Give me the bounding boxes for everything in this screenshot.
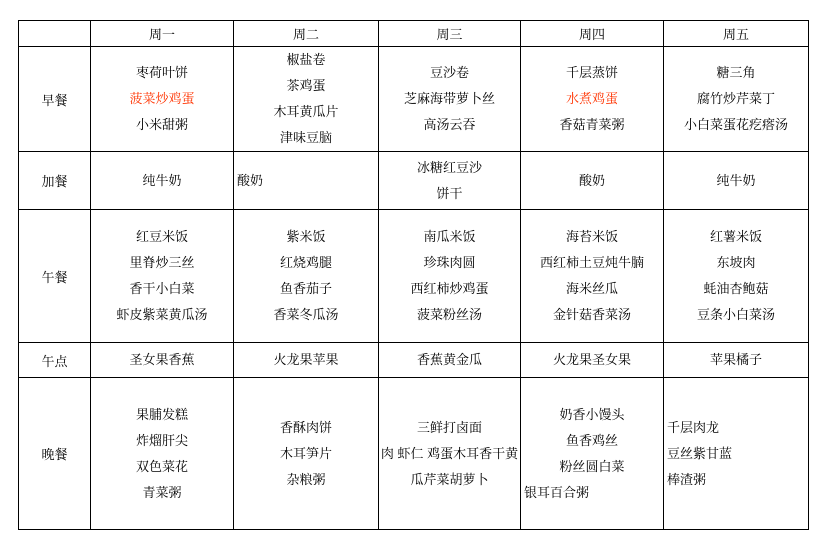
morning-snack-row xyxy=(19,152,809,210)
dish: 红薯米饭 xyxy=(709,229,762,244)
dish: 豆丝紫甘蓝 xyxy=(667,445,733,461)
dish: 茶鸡蛋 xyxy=(286,78,326,93)
dish: 火龙果圣女果 xyxy=(552,352,631,367)
dish: 菠菜粉丝汤 xyxy=(416,307,482,322)
dish: 苹果橘子 xyxy=(709,352,762,367)
dish: 津味豆脑 xyxy=(279,130,332,145)
dish: 青菜粥 xyxy=(142,484,182,500)
cell-dinner-monday xyxy=(91,378,234,530)
dish: 火龙果苹果 xyxy=(273,352,339,367)
cell-lunch-friday xyxy=(664,210,809,343)
column-header-thursday: 周四 xyxy=(521,21,664,47)
dish: 冰糖红豆沙 xyxy=(416,159,482,175)
cell-lunch-wednesday xyxy=(379,210,521,343)
dish: 东坡肉 xyxy=(716,255,756,270)
dish: 酸奶 xyxy=(578,172,605,188)
dish: 豆沙卷 xyxy=(429,65,469,80)
dish: 纯牛奶 xyxy=(142,172,182,188)
dish: 炸熘肝尖 xyxy=(135,432,188,448)
cell-lunch-monday xyxy=(91,210,234,343)
dish: 木耳黄瓜片 xyxy=(273,104,339,119)
cell-breakfast-friday xyxy=(664,47,809,152)
row-label-lunch: 午餐 xyxy=(19,210,91,343)
dish: 芝麻海带萝卜丝 xyxy=(403,91,495,106)
dish: 南瓜米饭 xyxy=(423,229,476,244)
dish: 酸奶 xyxy=(237,172,264,188)
dish: 海苔米饭 xyxy=(565,229,618,244)
cell-afternoon-snack-thursday xyxy=(521,343,664,378)
dish: 糖三角 xyxy=(716,65,756,80)
dish: 鱼香茄子 xyxy=(279,281,332,296)
dish: 菠菜炒鸡蛋 xyxy=(129,91,195,106)
cell-lunch-thursday xyxy=(521,210,664,343)
row-label-afternoon-snack: 午点 xyxy=(19,343,91,378)
dish: 小白菜蛋花疙瘩汤 xyxy=(683,117,788,132)
dish: 椒盐卷 xyxy=(286,52,326,67)
dish: 奶香小馒头 xyxy=(559,406,625,422)
dish: 圣女果香蕉 xyxy=(129,352,195,367)
dish: 千层蒸饼 xyxy=(565,65,618,80)
dish: 里脊炒三丝 xyxy=(129,255,195,270)
dish: 腐竹炒芹菜丁 xyxy=(696,91,775,106)
cell-morning-snack-tuesday xyxy=(234,152,379,210)
cell-dinner-friday xyxy=(664,378,809,530)
dinner-row xyxy=(19,378,809,530)
cell-morning-snack-friday xyxy=(664,152,809,210)
column-header-friday: 周五 xyxy=(664,21,809,47)
dish: 杂粮粥 xyxy=(286,471,326,487)
cell-lunch-tuesday xyxy=(234,210,379,343)
dish: 果脯发糕 xyxy=(135,406,188,422)
column-header-tuesday: 周二 xyxy=(234,21,379,47)
dish: 香菇青菜粥 xyxy=(559,117,625,132)
cell-dinner-tuesday xyxy=(234,378,379,530)
dish: 紫米饭 xyxy=(286,229,326,244)
weekly-menu-table xyxy=(18,20,809,530)
breakfast-row xyxy=(19,47,809,152)
dish: 高汤云吞 xyxy=(423,117,476,132)
cell-breakfast-tuesday xyxy=(234,47,379,152)
column-header-wednesday: 周三 xyxy=(379,21,521,47)
dish: 香酥肉饼 xyxy=(279,419,332,435)
dish: 西红柿炒鸡蛋 xyxy=(410,281,489,296)
dish: 水煮鸡蛋 xyxy=(565,91,618,106)
dish: 西红柿土豆炖牛腩 xyxy=(539,255,644,270)
dish: 纯牛奶 xyxy=(716,172,756,188)
lunch-row xyxy=(19,210,809,343)
cell-breakfast-thursday xyxy=(521,47,664,152)
row-label-breakfast: 早餐 xyxy=(19,47,91,152)
cell-afternoon-snack-tuesday xyxy=(234,343,379,378)
dish: 海米丝瓜 xyxy=(565,281,618,296)
dish: 饼干 xyxy=(436,185,463,201)
dish: 香菜冬瓜汤 xyxy=(273,307,339,322)
dish: 肉 虾仁 鸡蛋木耳香干黄瓜芹菜胡萝卜 xyxy=(380,445,519,487)
dish: 金针菇香菜汤 xyxy=(552,307,631,322)
cell-breakfast-wednesday xyxy=(379,47,521,152)
corner-header-cell xyxy=(19,21,91,47)
cell-afternoon-snack-wednesday xyxy=(379,343,521,378)
dish: 千层肉龙 xyxy=(667,419,720,435)
afternoon-snack-row xyxy=(19,343,809,378)
row-label-dinner: 晚餐 xyxy=(19,378,91,530)
cell-morning-snack-wednesday xyxy=(379,152,521,210)
dish: 香蕉黄金瓜 xyxy=(416,352,482,367)
dish: 豆条小白菜汤 xyxy=(696,307,775,322)
dish: 粉丝圆白菜 xyxy=(559,458,625,474)
dish: 香干小白菜 xyxy=(129,281,195,296)
cell-morning-snack-monday xyxy=(91,152,234,210)
dish: 银耳百合粥 xyxy=(524,484,590,500)
cell-dinner-wednesday xyxy=(379,378,521,530)
dish: 枣荷叶饼 xyxy=(135,65,188,80)
row-label-morning-snack: 加餐 xyxy=(19,152,91,210)
dish: 珍珠肉圆 xyxy=(423,255,476,270)
dish: 三鲜打卤面 xyxy=(416,419,482,435)
dish: 红烧鸡腿 xyxy=(279,255,332,270)
cell-breakfast-monday xyxy=(91,47,234,152)
header-row xyxy=(19,21,809,47)
cell-afternoon-snack-monday xyxy=(91,343,234,378)
dish: 虾皮紫菜黄瓜汤 xyxy=(116,307,208,322)
dish: 双色菜花 xyxy=(135,458,188,474)
dish: 木耳笋片 xyxy=(279,445,332,461)
dish: 鱼香鸡丝 xyxy=(565,432,618,448)
cell-dinner-thursday xyxy=(521,378,664,530)
dish: 红豆米饭 xyxy=(135,229,188,244)
column-header-monday: 周一 xyxy=(91,21,234,47)
cell-afternoon-snack-friday xyxy=(664,343,809,378)
dish: 小米甜粥 xyxy=(135,117,188,132)
cell-morning-snack-thursday xyxy=(521,152,664,210)
dish: 蚝油杏鲍菇 xyxy=(703,281,769,296)
dish: 棒渣粥 xyxy=(667,471,707,487)
